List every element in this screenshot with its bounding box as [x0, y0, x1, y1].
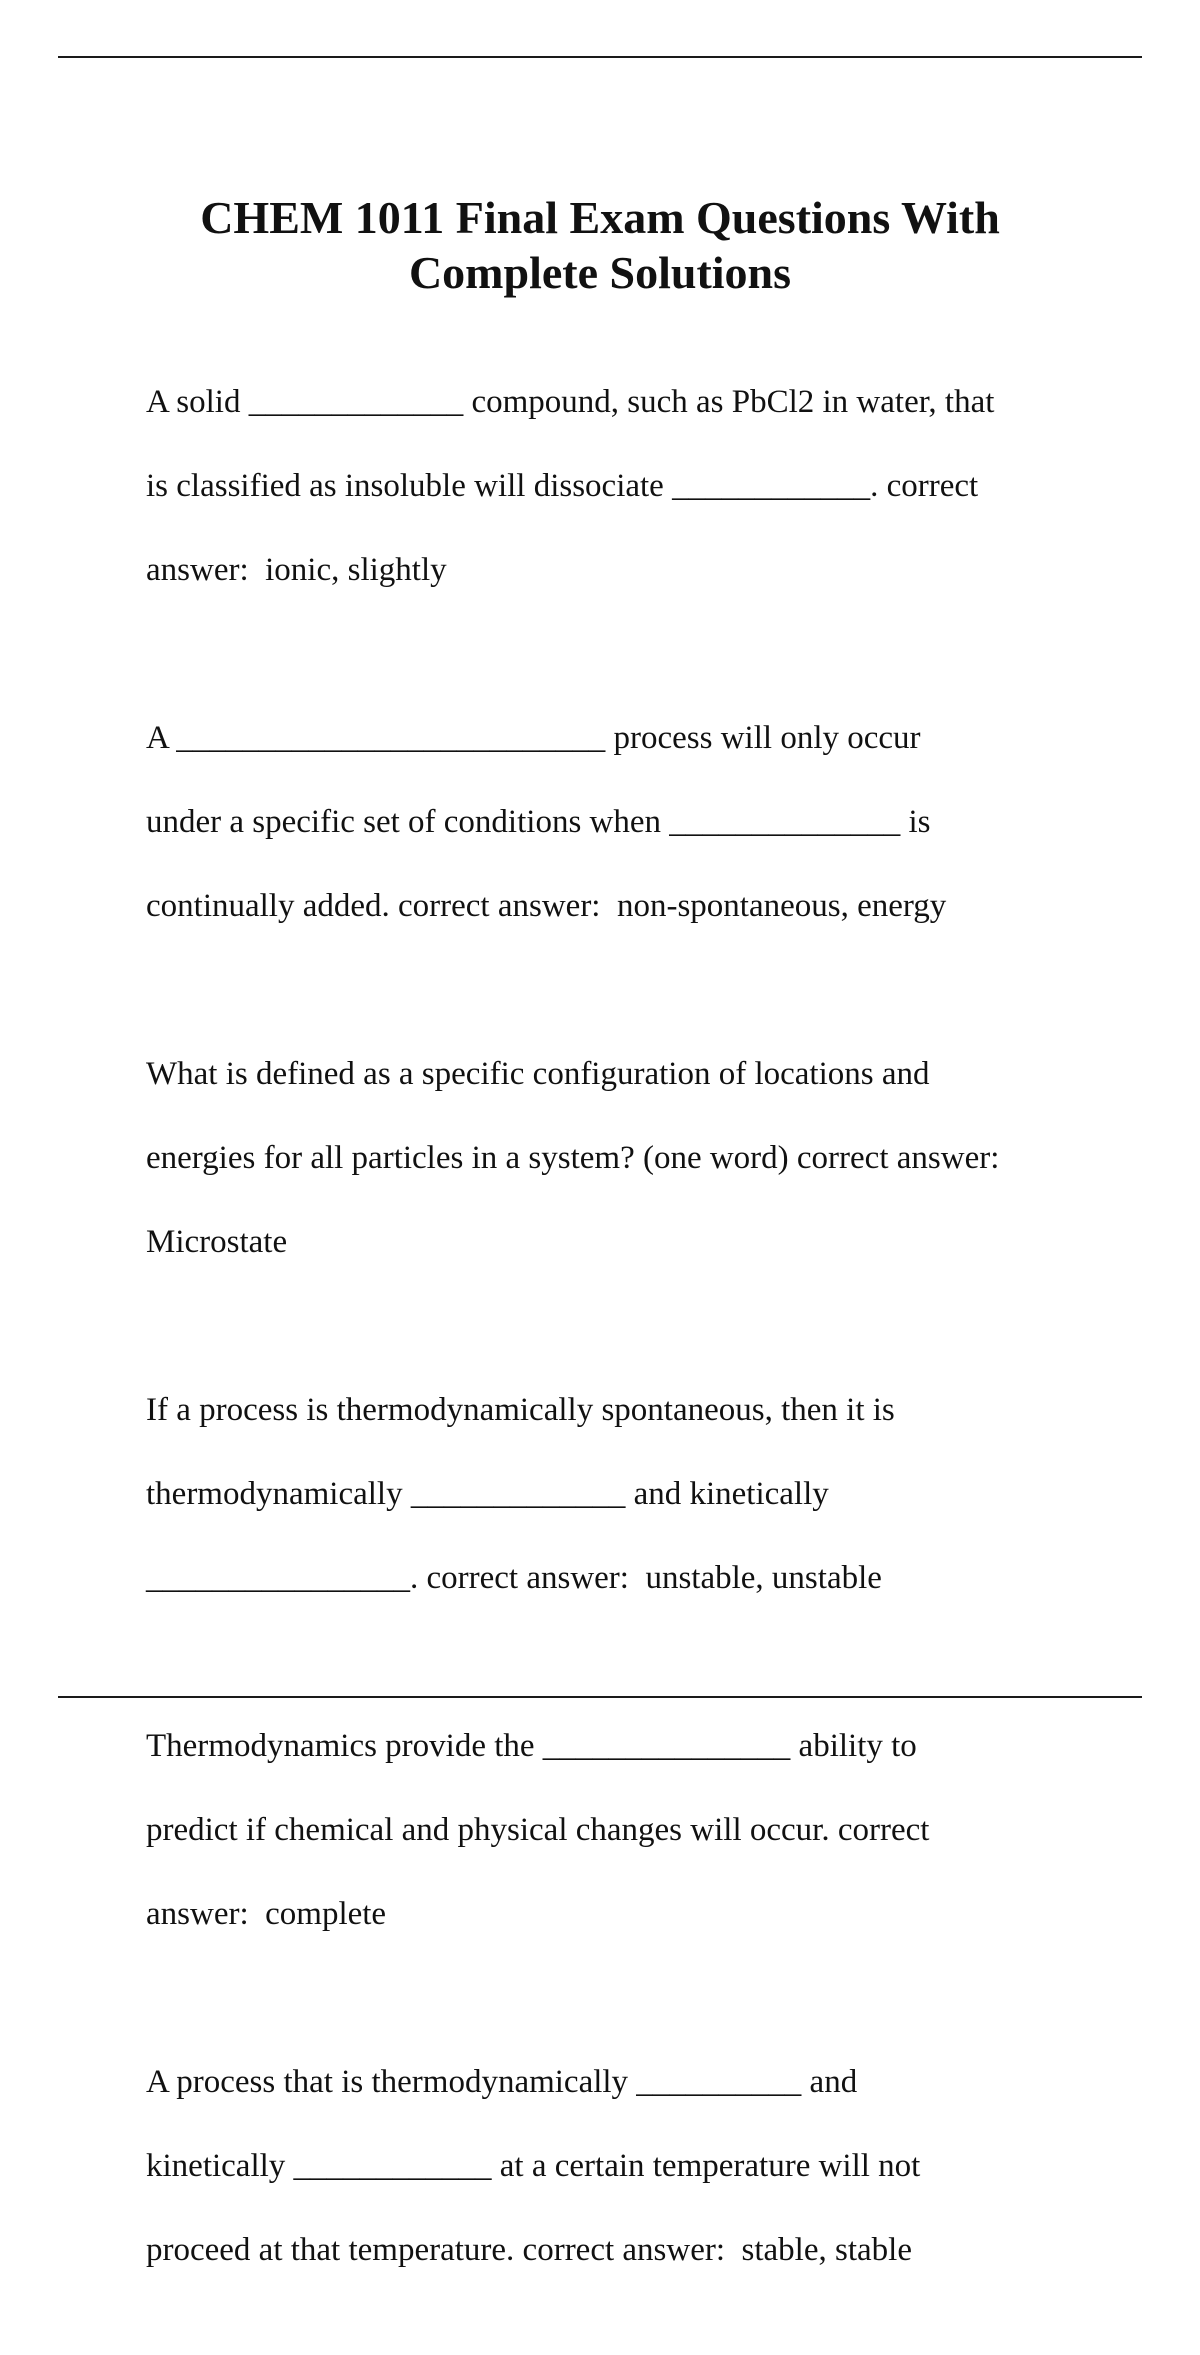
- question-1: [146, 339, 1096, 633]
- question-6: [146, 2019, 1096, 2313]
- question-line: predict if chemical and physical changes will occur. correct: [146, 1812, 930, 1848]
- question-line: kinetically ____________ at a certain temperature will not: [146, 2148, 921, 2184]
- question-line: under a specific set of conditions when ______________ is: [146, 804, 931, 840]
- bottom-rule: [58, 1696, 1142, 1698]
- title-line-2: Complete Solutions: [408, 247, 792, 298]
- question-5: [146, 1683, 1096, 1977]
- question-line: A process that is thermodynamically __________ and: [146, 2064, 858, 2100]
- question-2: [146, 675, 1096, 969]
- question-line: answer: complete: [146, 1896, 387, 1932]
- question-4: [146, 1347, 1096, 1641]
- question-line: A __________________________ process will only occur: [146, 720, 921, 756]
- question-line: energies for all particles in a system? (one word) correct answer:: [146, 1140, 1000, 1176]
- question-line: is classified as insoluble will dissociate ____________. correct: [146, 468, 979, 504]
- question-line: What is defined as a specific configuration of locations and: [146, 1056, 930, 1092]
- question-line: A solid _____________ compound, such as PbCl2 in water, that: [146, 384, 995, 420]
- question-list: [146, 339, 1096, 2355]
- question-line: proceed at that temperature. correct answer: stable, stable: [146, 2232, 912, 2268]
- question-line: continually added. correct answer: non-spontaneous, energy: [146, 888, 947, 924]
- question-line: thermodynamically _____________ and kinetically: [146, 1476, 829, 1512]
- question-line: If a process is thermodynamically spontaneous, then it is: [146, 1392, 895, 1428]
- question-line: Thermodynamics provide the _______________ ability to: [146, 1728, 917, 1764]
- title-line-1: CHEM 1011 Final Exam Questions With: [200, 192, 1000, 243]
- top-rule: [58, 56, 1142, 58]
- page-title: [0, 190, 1200, 300]
- question-line: Microstate: [146, 1224, 288, 1260]
- question-line: ________________. correct answer: unstable, unstable: [146, 1560, 882, 1596]
- question-3: [146, 1011, 1096, 1305]
- question-line: answer: ionic, slightly: [146, 552, 447, 588]
